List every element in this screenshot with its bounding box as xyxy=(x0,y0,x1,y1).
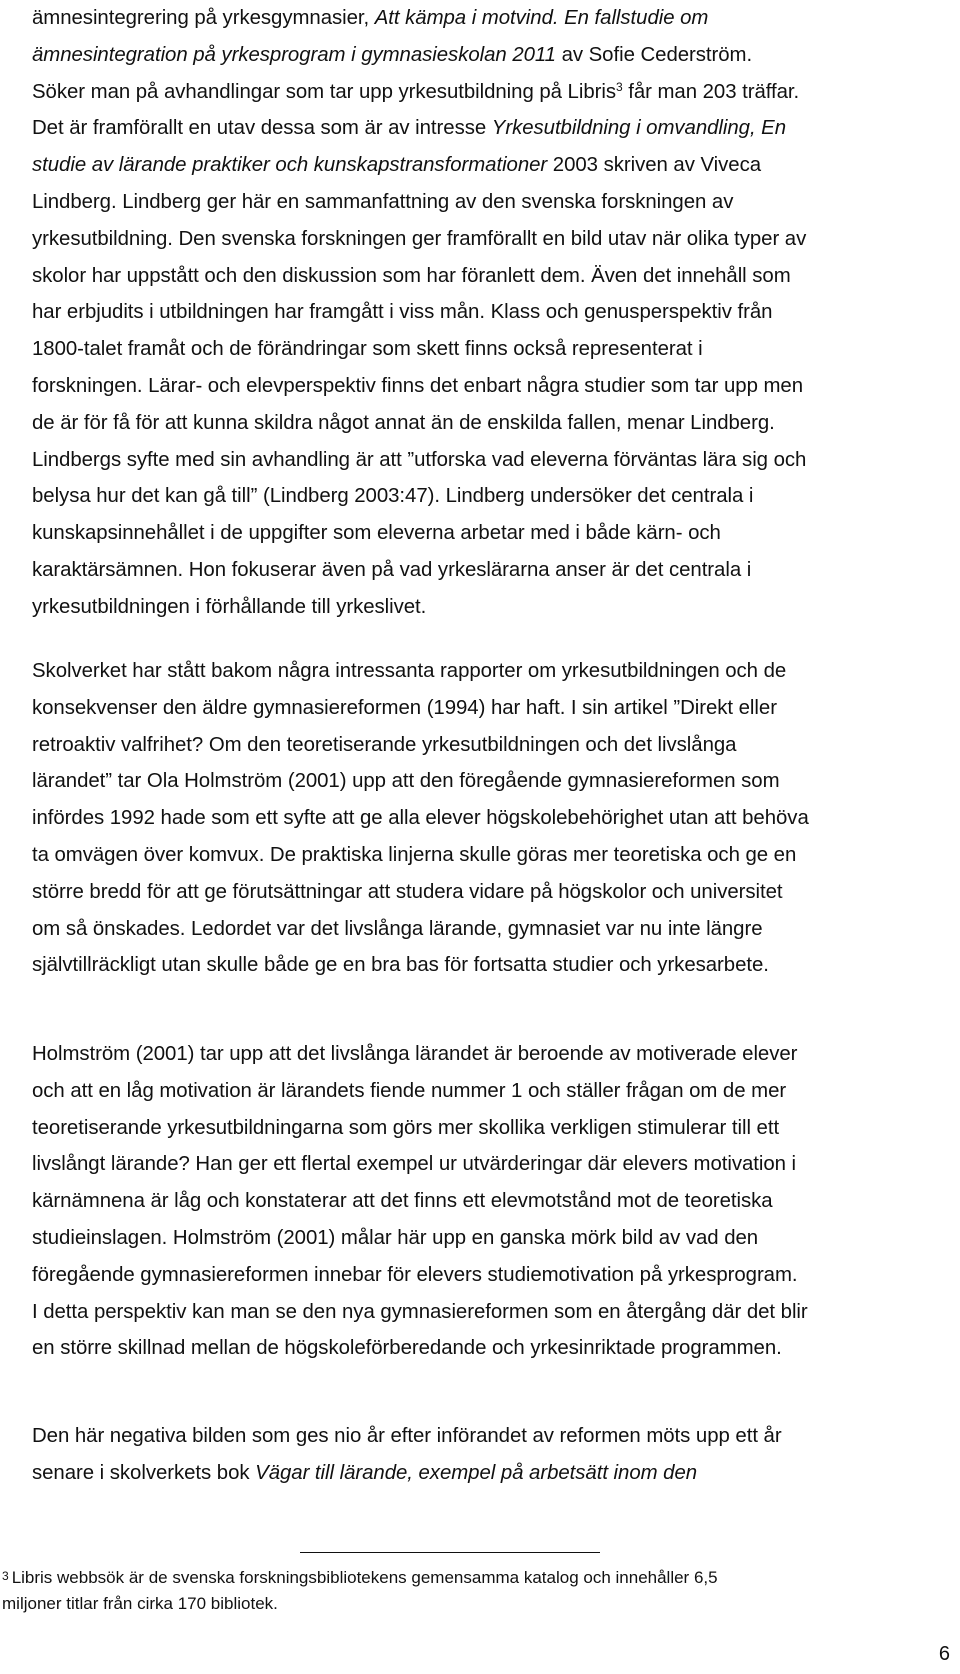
body-paragraph xyxy=(32,1036,952,1367)
text-line: karaktärsämnen. Hon fokuserar även på vad yrkeslärarna anser är det centrala i xyxy=(32,558,752,581)
text-line: självtillräckligt utan skulle både ge en bra bas för fortsatta studier och yrkesarbete. xyxy=(32,954,769,977)
text-line: livslångt lärande? Han ger ett flertal exempel ur utvärderingar där elevers motivation i xyxy=(32,1153,797,1176)
italic-title: studie av lärande praktiker och kunskapstransformationer xyxy=(32,154,548,177)
text-line: ämnesintegrering på yrkesgymnasier, Att kämpa i motvind. En fallstudie om xyxy=(32,7,709,29)
italic-title: Vägar till lärande, exempel på arbetsätt inom den xyxy=(255,1461,698,1484)
text-line: Holmström (2001) tar upp att det livslånga lärandet är beroende av motiverade elever xyxy=(32,1043,798,1065)
footnote-reference[interactable]: 3 xyxy=(615,79,623,94)
body-paragraph xyxy=(32,653,952,984)
page-number: 6 xyxy=(938,1643,950,1665)
text-line: 1800-talet framåt och de förändringar som skett finns också representerat i xyxy=(32,338,703,361)
text-line: kunskapsinnehållet i de uppgifter som eleverna arbetar med i både kärn- och xyxy=(32,522,721,545)
text-line: föregående gymnasiereformen innebar för elevers studiemotivation på yrkesprogram. xyxy=(32,1263,798,1286)
text-line: Den här negativa bilden som ges nio år efter införandet av reformen möts upp ett år xyxy=(32,1425,782,1447)
text-line: och att en låg motivation är lärandets fiende nummer 1 och ställer frågan om de mer xyxy=(32,1079,787,1102)
text-line: en större skillnad mellan de högskoleförberedande och yrkesinriktade programmen. xyxy=(32,1337,782,1360)
text-line: har erbjudits i utbildningen har framgått i viss mån. Klass och genusperspektiv från xyxy=(32,301,773,324)
italic-title: Yrkesutbildning i omvandling, En xyxy=(491,117,787,140)
footnote xyxy=(2,1565,942,1617)
text-line: ta omvägen över komvux. De praktiska linjerna skulle göras mer teoretiska och ge en xyxy=(32,843,797,866)
footnote-separator xyxy=(300,1552,600,1553)
text-line: forskningen. Lärar- och elevperspektiv finns det enbart några studier som tar upp men xyxy=(32,374,804,397)
text-line: senare i skolverkets bok Vägar till lärande, exempel på arbetsätt inom den xyxy=(32,1461,698,1484)
text-line: infördes 1992 hade som ett syfte att ge alla elever högskolebehörighet utan att behöva xyxy=(32,807,809,830)
text-line: Lindbergs syfte med sin avhandling är att ”utforska vad eleverna förväntas lära sig och xyxy=(32,448,807,471)
body-paragraph xyxy=(32,1418,952,1492)
text-line: yrkesutbildning. Den svenska forskningen ger framförallt en bild utav när olika typer av xyxy=(32,227,807,250)
text-line: teoretiserande yrkesutbildningarna som görs mer skollika verkligen stimulerar till ett xyxy=(32,1116,780,1139)
italic-title: ämnesintegration på yrkesprogram i gymnasieskolan 2011 xyxy=(32,43,556,66)
text-line: studie av lärande praktiker och kunskapstransformationer 2003 skriven av Viveca xyxy=(32,154,761,177)
text-line: större bredd för att ge förutsättningar att studera vidare på högskolor och universitet xyxy=(32,880,783,903)
text-line: Skolverket har stått bakom några intressanta rapporter om yrkesutbildningen och de xyxy=(32,660,787,682)
text-line: ämnesintegration på yrkesprogram i gymnasieskolan 2011 av Sofie Cederström. xyxy=(32,43,753,66)
text-line: lärandet” tar Ola Holmström (2001) upp att den föregående gymnasiereformen som xyxy=(32,770,780,793)
text-line: Lindberg. Lindberg ger här en sammanfattning av den svenska forskningen av xyxy=(32,190,734,213)
text-line: de är för få för att kunna skildra något annat än de enskilda fallen, menar Lindberg. xyxy=(32,411,775,434)
text-line: yrkesutbildningen i förhållande till yrkeslivet. xyxy=(32,595,427,618)
text-line: skolor har uppstått och den diskussion som har föranlett dem. Även det innehåll som xyxy=(32,264,791,287)
body-paragraph xyxy=(32,0,952,626)
text-line: retroaktiv valfrihet? Om den teoretiserande yrkesutbildningen och det livslånga xyxy=(32,733,737,756)
italic-title: Att kämpa i motvind. En fallstudie om xyxy=(374,7,709,29)
text-line: Söker man på avhandlingar som tar upp yrkesutbildning på Libris$^3$ får man 203 träffar. xyxy=(32,79,800,103)
text-line: studieinslagen. Holmström (2001) målar här upp en ganska mörk bild av vad den xyxy=(32,1226,759,1249)
text-line: belysa hur det kan gå till” (Lindberg 2003:47). Lindberg undersöker det centrala i xyxy=(32,485,754,508)
footnote-line: $^3$ Libris webbsök är de svenska forskningsbibliotekens gemensamma katalog och innehåller 6,5 xyxy=(2,1568,718,1587)
footnote-marker: 3 xyxy=(2,1569,9,1583)
text-line: kärnämnena är låg och konstaterar att det finns ett elevmotstånd mot de teoretiska xyxy=(32,1190,773,1213)
text-line: konsekvenser den äldre gymnasiereformen (1994) har haft. I sin artikel ”Direkt eller xyxy=(32,696,777,719)
footnote-line: miljoner titlar från cirka 170 bibliotek. xyxy=(2,1594,278,1613)
text-line: I detta perspektiv kan man se den nya gymnasiereformen som en återgång där det blir xyxy=(32,1300,808,1323)
text-line: om så önskades. Ledordet var det livslånga lärande, gymnasiet var nu inte längre xyxy=(32,917,763,940)
text-line: Det är framförallt en utav dessa som är av intresse Yrkesutbildning i omvandling, En xyxy=(32,117,787,140)
